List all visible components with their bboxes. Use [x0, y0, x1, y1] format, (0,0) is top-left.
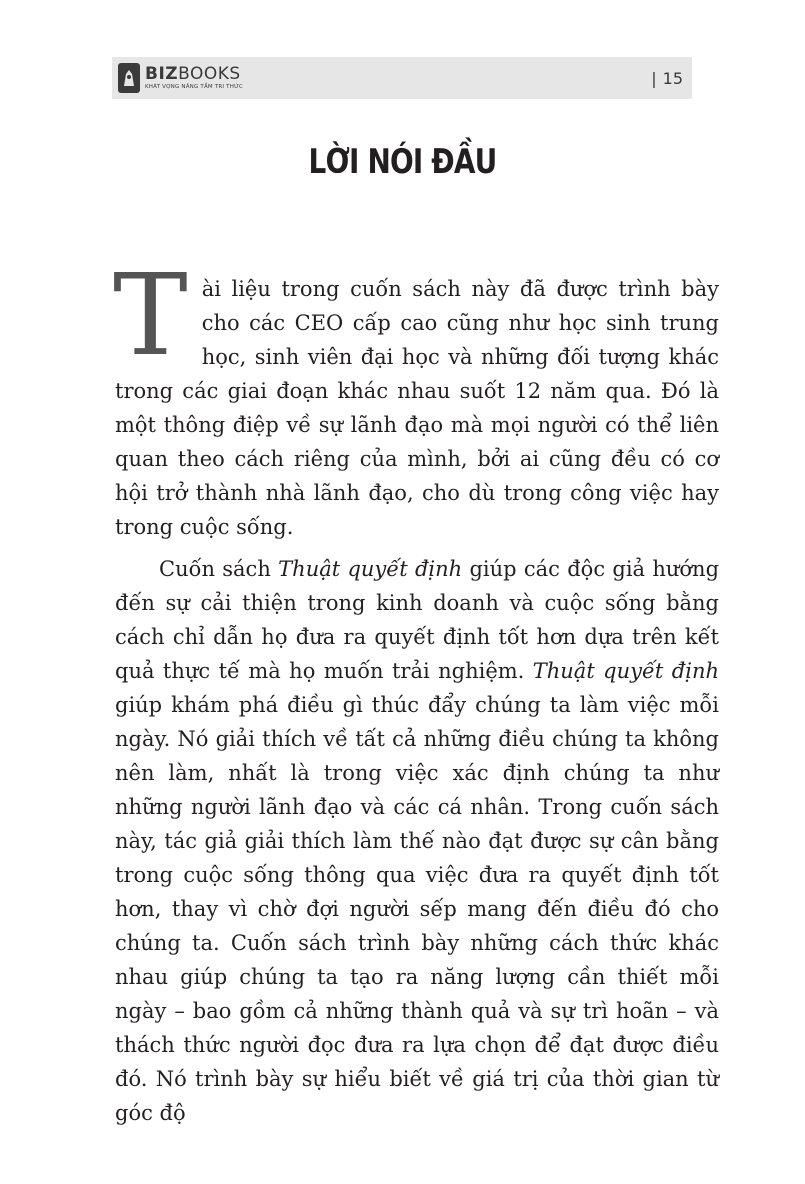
page-number [651, 69, 683, 88]
book-title-italic-2: Thuật quyết định [532, 659, 719, 683]
paragraph-1-text: ài liệu trong cuốn sách này đã được trình bày cho các CEO cấp cao cũng như học sinh trung học, sinh viên đại học và những đối tượng khác trong các giai đoạn khác nhau suốt 12 năm qua. Đó là một thông điệp về sự lãnh đạo mà mọi người có thể liên quan theo cách riêng của mình, bởi ai cũng đều có cơ hội trở thành nhà lãnh đạo, cho dù trong công việc hay trong cuộc sống. [115, 277, 719, 539]
logo-brand-rest: BOOKS [178, 63, 241, 84]
drop-cap: T [113, 251, 188, 381]
paragraph-2-part-3: giúp khám phá điều gì thúc đẩy chúng ta làm việc mỗi ngày. Nó giải thích về tất cả những điều chúng ta không nên làm, nhất là trong việc xác định chúng ta như những người lãnh đạo và các cá nhân. Trong cuốn sách này, tác giả giải thích làm thế nào đạt được sự cân bằng trong cuộc sống thông qua việc đưa ra quyết định tốt hơn, thay vì chờ đợi người sếp mang đến điều đó cho chúng ta. Cuốn sách trình bày những cách thức khác nhau giúp chúng ta tạo ra năng lượng cần thiết mỗi ngày – bao gồm cả những thành quả và sự trì hoãn – và thách thức người đọc đưa ra lựa chọn để đạt được điều đó. Nó trình bày sự hiểu biết về giá trị của thời gian từ góc độ [115, 693, 719, 1125]
bizbooks-logo [118, 61, 243, 95]
logo-brand-bold: BIZ [145, 63, 179, 84]
paragraph-2 [115, 552, 719, 1130]
paragraph-2-part-2: giúp các độc giả hướng đến sự cải thiện trong kinh doanh và cuộc sống bằng cách chỉ dẫn họ đưa ra quyết định tốt hơn dựa trên kết quả thực tế mà họ muốn trải nghiệm. [115, 557, 720, 683]
paragraph-2-part-1: Cuốn sách [159, 557, 279, 581]
body-text [113, 251, 720, 1130]
logo-brand [145, 63, 243, 84]
paragraph-1 [113, 251, 719, 544]
page-separator: | [651, 69, 657, 88]
page-title: LỜI NÓI ĐẦU [308, 142, 497, 182]
logo-emblem-icon [118, 63, 140, 93]
page-number-value: 15 [662, 69, 683, 88]
book-title-italic: Thuật quyết định [278, 557, 463, 581]
logo-tagline: KHÁT VỌNG NÂNG TẦM TRI THỨC [145, 83, 244, 90]
